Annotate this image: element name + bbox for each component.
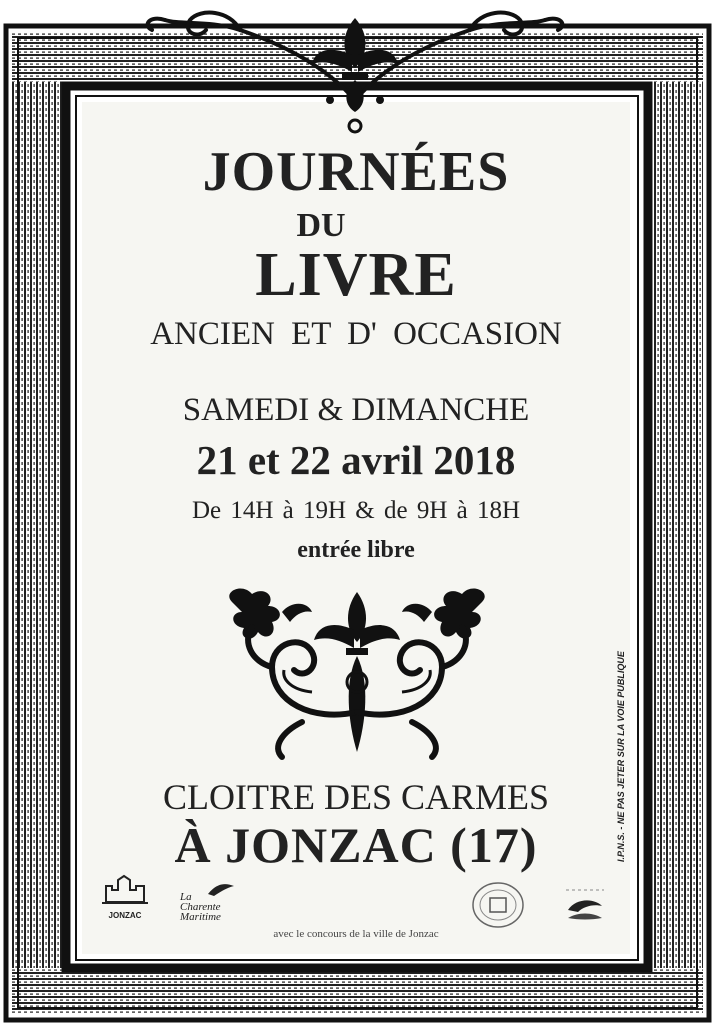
round-seal-icon — [470, 880, 526, 930]
seal-logo — [470, 880, 526, 935]
event-days: SAMEDI & DIMANCHE — [182, 392, 530, 428]
jonzac-logo — [100, 872, 150, 920]
event-date: 21 et 22 avril 2018 — [196, 437, 516, 483]
venue-name: CLOITRE DES CARMES — [162, 777, 550, 817]
legal-notice: I.P.N.S. - NE PAS JETER SUR LA VOIE PUBLIQUE — [616, 651, 626, 862]
charente-line1: La — [180, 891, 192, 903]
charente-line2: Charente — [180, 901, 221, 913]
charente-line3: Maritime — [180, 911, 221, 923]
jonzac-logo-label: JONZAC — [108, 911, 142, 920]
castle-icon — [100, 872, 150, 906]
event-hours: De 14H à 19H & de 9H à 18H — [191, 497, 521, 524]
fleur-de-lis-crest-icon — [130, 0, 580, 140]
title-journees: JOURNÉES — [202, 141, 510, 203]
subtitle: ANCIEN ET D' OCCASION — [150, 316, 562, 352]
credit-line: avec le concours de la ville de Jonzac — [273, 928, 439, 940]
acanthus-scroll-ornament-icon — [212, 572, 502, 762]
entry-free: entrée libre — [297, 537, 415, 563]
venue-city: À JONZAC (17) — [174, 817, 538, 873]
wave-logo-icon — [560, 882, 610, 930]
title-livre: LIVRE — [255, 241, 457, 309]
title-du: DU — [296, 207, 346, 244]
